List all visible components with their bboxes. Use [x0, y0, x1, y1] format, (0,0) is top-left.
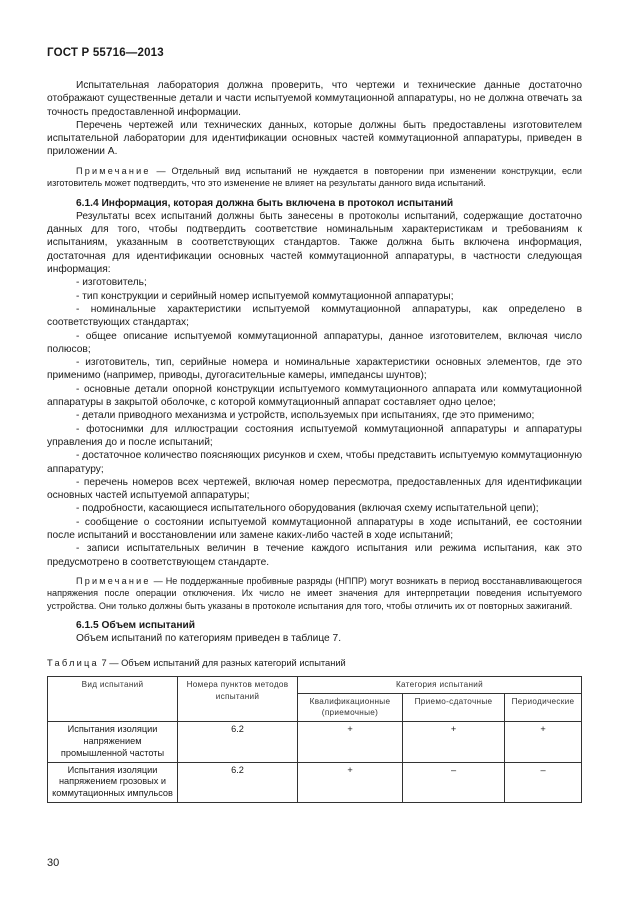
cell-qualification: +	[298, 762, 403, 802]
list-item: - сообщение о состоянии испытуемой коммутационной аппаратуры в ходе испытаний, ее состоянии после испытаний и восстановлении или замене каких-либо частей в ходе испытаний;	[47, 516, 582, 542]
note-2	[47, 575, 582, 612]
table-caption-label: Таблица	[47, 657, 99, 668]
page-number: 30	[47, 857, 60, 869]
paragraph-results: Результаты всех испытаний должны быть занесены в протоколы испытаний, содержащие достаточно данных для того, чтобы подтвердить соответствие номинальным характеристикам и требованиям к испытаниям, указанным в соответствующих стандартов. Также должна быть включена информация, достаточная для идентификации основных частей коммутационной аппаратуры, в частности следующая информация:	[47, 210, 582, 276]
list-item: - фотоснимки для иллюстрации состояния испытуемой коммутационной аппаратуры и аппаратуры управления до и после испытаний;	[47, 423, 582, 448]
header-qualification: Квалификационные (приемочные)	[298, 693, 403, 722]
cell-acceptance: +	[403, 722, 505, 762]
list-item: - детали приводного механизма и устройств, используемых при испытаниях, где это применимо;	[76, 410, 535, 422]
note-2-label: Примечание	[76, 575, 151, 586]
cell-clause: 6.2	[178, 722, 298, 762]
list-item: - основные детали опорной конструкции испытуемого коммутационного аппарата или коммутационной аппаратуры в закрытой оболочке, с которой коммутационный аппарат составляет одно целое;	[47, 383, 582, 409]
paragraph-scope: Объем испытаний по категориям приведен в таблице 7.	[76, 633, 342, 645]
list-item: - перечень номеров всех чертежей, включая номер пересмотра, предоставленных для идентификации основных частей испытуемой аппаратуры;	[47, 476, 582, 502]
list-item: - общее описание испытуемой коммутационной аппаратуры, данное изготовителем, включая число полюсов;	[47, 330, 582, 355]
header-clauses: Номера пунктов методов испытаний	[178, 676, 298, 721]
section-heading-6-1-5: 6.1.5 Объем испытаний	[76, 620, 196, 632]
cell-clause: 6.2	[178, 762, 298, 802]
table-caption	[47, 657, 582, 669]
note-1	[47, 165, 582, 190]
paragraph-lab-check: Испытательная лаборатория должна проверить, что чертежи и технические данные достаточно отображают существенные детали и части испытуемой коммутационной аппаратуры, но не должна отвечать за точность предоставленной информации.	[47, 80, 582, 118]
list-item: - тип конструкции и серийный номер испытуемой коммутационной аппаратуры;	[76, 290, 454, 302]
note-1-label: Примечание	[76, 165, 151, 176]
cell-kind: Испытания изоляции напряжением грозовых и коммутационных импульсов	[48, 762, 178, 802]
table-caption-text: 7 — Объем испытаний для разных категорий испытаний	[98, 657, 346, 668]
cell-acceptance: –	[403, 762, 505, 802]
header-category: Категория испытаний	[298, 676, 582, 693]
standard-header: ГОСТ Р 55716—2013	[47, 47, 164, 59]
list-item: - достаточное количество поясняющих рисунков и схем, чтобы представить испытуемую коммутационную аппаратуру;	[47, 450, 582, 475]
list-item: - номинальные характеристики испытуемой коммутационной аппаратуры, как определено в соответствующих стандартах;	[47, 303, 582, 329]
page-body	[47, 79, 582, 803]
paragraph-drawings-list: Перечень чертежей или технических данных, которые должны быть предоставлены изготовителем испытательной лаборатории для идентификации основных частей коммутационной аппаратуры, приведен в приложении А.	[47, 119, 582, 158]
cell-periodic: +	[505, 722, 582, 762]
cell-periodic: –	[505, 762, 582, 802]
cell-qualification: +	[298, 722, 403, 762]
note-1-text: — Отдельный вид испытаний не нуждается в повторении при изменении конструкции, если изготовитель может подтвердить, что это изменение не влияет на результаты данного вида испытаний.	[47, 165, 582, 189]
list-item: - изготовитель, тип, серийные номера и номинальные характеристики основных элементов, где это применимо (например, приводы, дугогасительные камеры, импедансы шунтов);	[47, 357, 582, 382]
header-kind: Вид испытаний	[48, 676, 178, 721]
header-acceptance: Приемо-сдаточные	[403, 693, 505, 722]
list-item: - изготовитель;	[76, 277, 147, 289]
cell-kind: Испытания изоляции напряжением промышленной частоты	[48, 722, 178, 762]
section-heading-6-1-4: 6.1.4 Информация, которая должна быть включена в протокол испытаний	[76, 197, 454, 209]
tests-scope-table	[47, 676, 582, 803]
table-row	[48, 762, 582, 802]
note-2-text: — Не поддержанные пробивные разряды (НППР) могут возникать в период восстанавливающегося напряжения после операции отключения. Их число не имеет значения для интерпретации поведения испытуемого устройства. Они только должны быть указаны в протоколе испытания для того, чтобы отличить их от повторных зажиганий.	[47, 575, 582, 611]
header-periodic: Периодические	[505, 693, 582, 722]
list-item: - записи испытательных величин в течение каждого испытания или режима испытания, как это предусмотрено в соответствующем стандарте.	[47, 543, 582, 568]
table-row	[48, 722, 582, 762]
list-item: - подробности, касающиеся испытательного оборудования (включая схему испытательной цепи);	[76, 503, 539, 515]
